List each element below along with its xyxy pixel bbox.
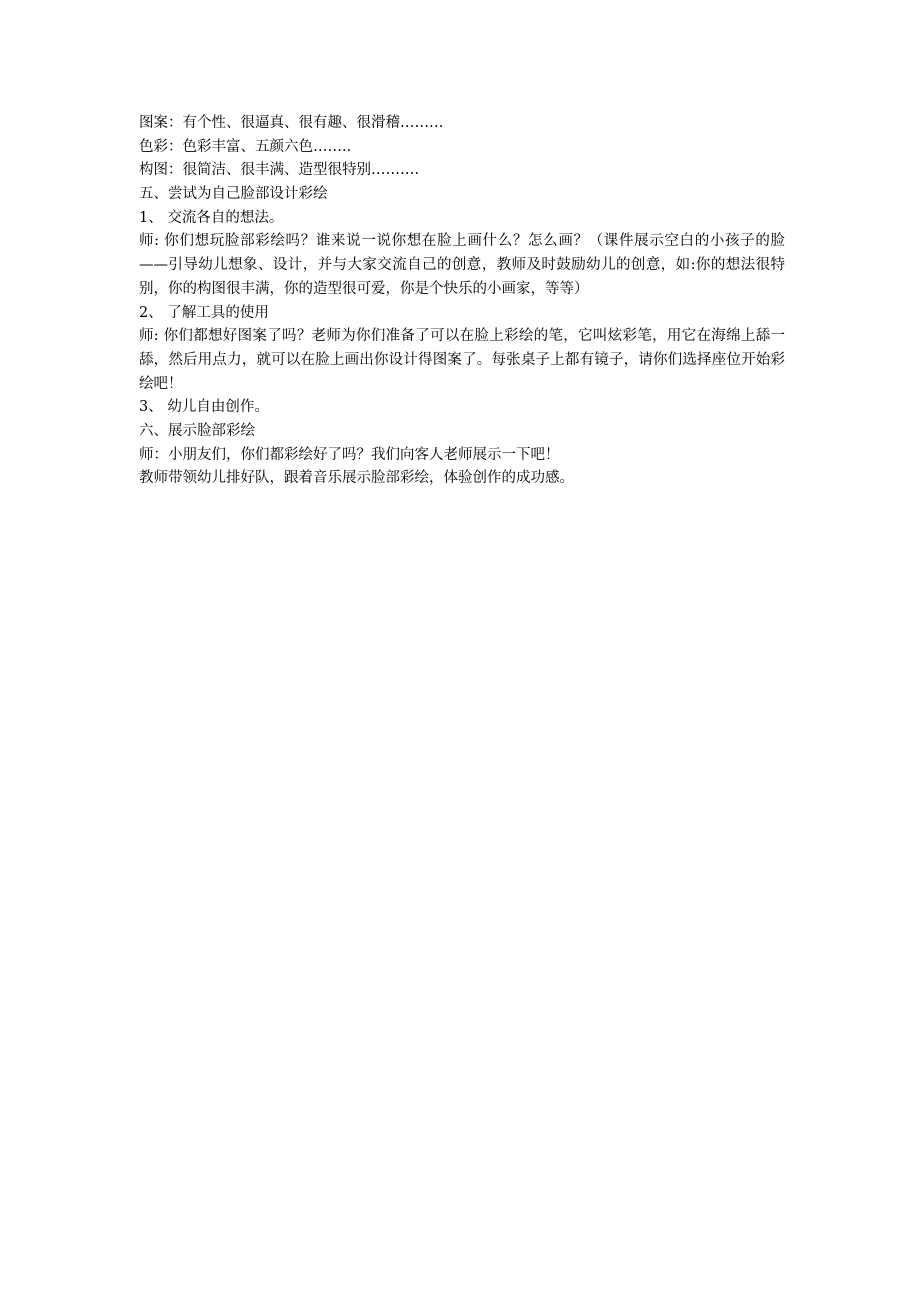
step-two-heading: 2、 了解工具的使用	[139, 304, 269, 321]
step-one-heading: 1、 交流各自的想法。	[139, 209, 284, 226]
section-five-heading: 五、尝试为自己脸部设计彩绘	[139, 186, 328, 203]
composition-line: 构图：很简洁、很丰满、造型很特别……….	[139, 162, 420, 179]
teacher-paragraph-one: 师: 你们想玩脸部彩绘吗？谁来说一说你想在脸上画什么？怎么画？（课件展示空白的小孩子的脸——引导幼儿想象、设计，并与大家交流自己的创意，教师及时鼓励幼儿的创意，如:你的想法很特别，你的构图很丰满，你的造型很可爱，你是个快乐的小画家，等等）	[139, 233, 785, 297]
step-three-heading: 3、 幼儿自由创作。	[139, 399, 269, 416]
document-body	[139, 112, 785, 491]
teacher-paragraph-two: 师: 你们都想好图案了吗？老师为你们准备了可以在脸上彩绘的笔，它叫炫彩笔，用它在海绵上舔一舔，然后用点力，就可以在脸上画出你设计得图案了。每张桌子上都有镜子，请你们选择座位开始彩绘吧！	[139, 328, 785, 392]
color-line: 色彩：色彩丰富、五颜六色……..	[139, 138, 352, 155]
closing-line: 教师带领幼儿排好队，跟着音乐展示脸部彩绘，体验创作的成功感。	[139, 470, 574, 487]
section-six-heading: 六、展示脸部彩绘	[139, 423, 255, 440]
pattern-line: 图案：有个性、很逼真、很有趣、很滑稽………	[139, 115, 444, 131]
teacher-line-three: 师：小朋友们，你们都彩绘好了吗？我们向客人老师展示一下吧！	[139, 446, 560, 463]
